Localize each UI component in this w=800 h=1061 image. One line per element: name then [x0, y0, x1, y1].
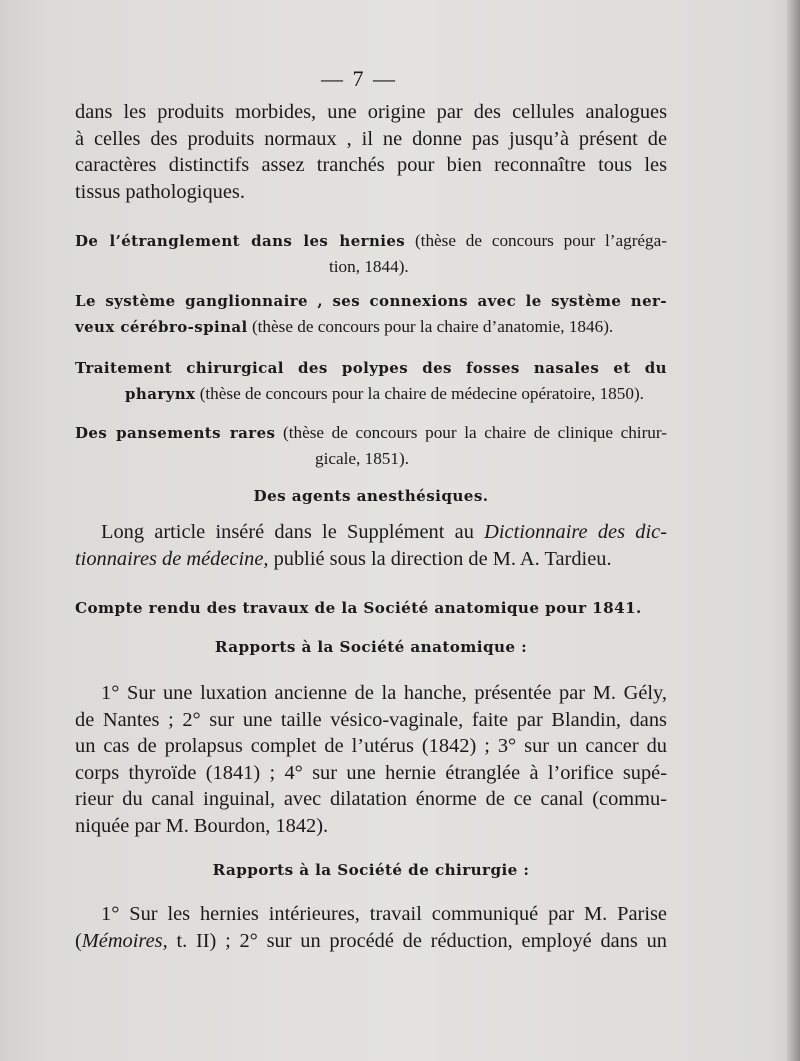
page-number: — 7 — [321, 66, 397, 91]
text-span: t. II) ; 2° sur un procédé de réduction, employé dans un [167, 929, 667, 952]
text-line: de Nantes ; 2° sur une taille vésico-vaginale, faite par Blandin, dans [75, 708, 667, 731]
entry-detail: (thèse de concours pour la chaire de médecine opératoire, 1850). [195, 384, 644, 403]
entry-title: Traitement chirurgical des polypes des fosses nasales et du [75, 359, 667, 377]
publication-entry [75, 356, 667, 407]
anesthesia-paragraph [75, 519, 667, 572]
entry-detail: gicale, 1851). [315, 449, 410, 468]
publication-entry [75, 289, 667, 340]
chirurgie-paragraph [75, 901, 667, 954]
entry-detail: (thèse de concours pour la chaire d’anatomie, 1846). [247, 317, 614, 336]
text-span: ( [75, 929, 82, 952]
italic-span: Mémoires, [81, 929, 168, 952]
text-line: rieur du canal inguinal, avec dilatation énorme de ce canal (commu- [75, 788, 667, 810]
text-line: corps thyroïde (1841) ; 4° sur une hernie étranglée à l’orifice supé- [75, 761, 667, 784]
text-line: 1° Sur les hernies intérieures, travail communiqué par M. Parise [101, 903, 667, 925]
text-line: tissus pathologiques. [75, 180, 245, 203]
text-line: caractères distinctifs assez tranchés pour bien reconnaître tous les [75, 154, 667, 176]
book-gutter-shadow [786, 0, 800, 1061]
section-heading: Des agents anesthésiques. [253, 487, 489, 505]
text-line: dans les produits morbides, une origine par des cellules analogues [75, 101, 667, 123]
entry-title: veux cérébro-spinal [75, 318, 248, 336]
entry-title: Le système ganglionnaire , ses connexions avec le système ner- [75, 292, 667, 310]
publication-entry [75, 228, 667, 279]
entry-detail: tion, 1844). [329, 257, 409, 276]
anatomique-paragraph [75, 680, 667, 839]
text-line: niquée par M. Bourdon, 1842). [75, 814, 329, 837]
text-line: à celles des produits normaux , il ne donne pas jusqu’à présent de [75, 127, 667, 150]
text-line: 1° Sur une luxation ancienne de la hanche, présentée par M. Gély, [101, 682, 667, 704]
entry-detail: (thèse de concours pour la chaire de clinique chirur- [275, 423, 668, 442]
text-line: un cas de prolapsus complet de l’utérus (1842) ; 3° sur un cancer du [75, 735, 667, 757]
text-span: Long article inséré dans le Supplément au [101, 521, 485, 543]
entry-title: Des pansements rares [75, 424, 276, 442]
section-heading: Rapports à la Société anatomique : [214, 638, 528, 656]
section-heading: Compte rendu des travaux de la Société anatomique pour 1841. [75, 599, 642, 617]
entry-title: De l’étranglement dans les hernies [75, 232, 406, 250]
entry-detail: (thèse de concours pour l’agréga- [405, 231, 667, 250]
publication-entry [75, 420, 667, 471]
text-span: publié sous la direction de M. A. Tardieu. [268, 547, 612, 570]
italic-span: Dictionnaire des dic- [484, 521, 667, 543]
section-heading: Rapports à la Société de chirurgie : [212, 861, 530, 879]
italic-span: tionnaires de médecine, [75, 547, 269, 570]
intro-paragraph [75, 99, 667, 205]
entry-title: pharynx [125, 385, 196, 403]
